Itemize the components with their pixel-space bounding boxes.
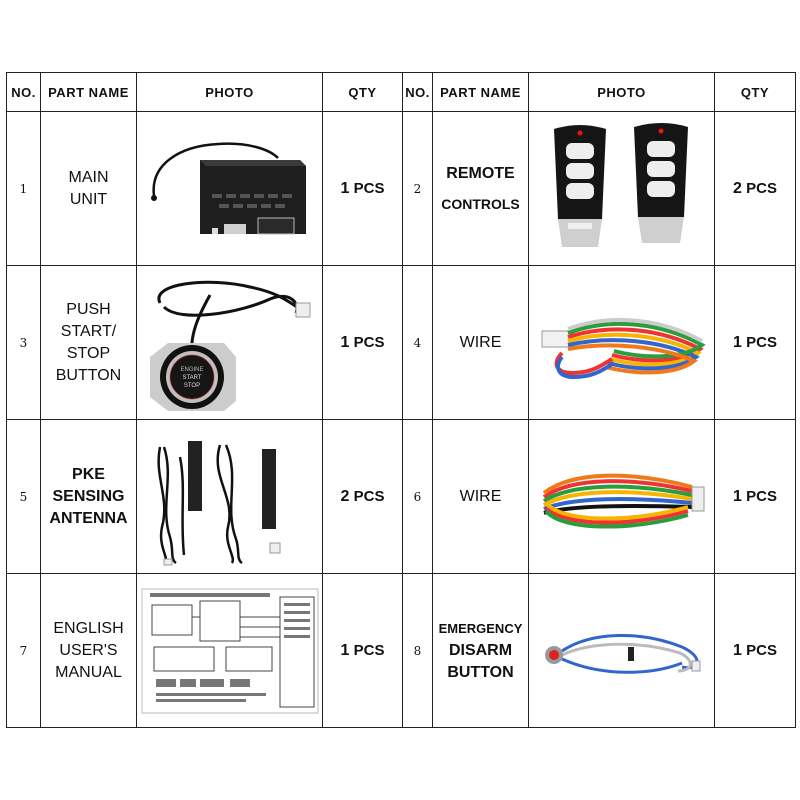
quantity-number: 2 xyxy=(340,487,350,505)
header-part-name-2: PART NAME xyxy=(433,73,529,112)
quantity-unit: PCS xyxy=(741,487,777,505)
wire-harness-photo xyxy=(529,266,715,420)
quantity-unit: PCS xyxy=(349,333,385,351)
quantity xyxy=(715,266,796,420)
antenna-photo xyxy=(137,420,323,574)
part-name xyxy=(41,112,137,266)
item-number: 7 xyxy=(7,574,41,728)
item-number: 6 xyxy=(403,420,433,574)
part-name-line: MAIN xyxy=(68,168,109,186)
parts-table xyxy=(6,72,796,728)
quantity xyxy=(323,420,403,574)
quantity-number: 1 xyxy=(733,487,742,505)
remote-controls-photo xyxy=(529,112,715,266)
remote-key-fob xyxy=(554,125,606,247)
item-number: 1 xyxy=(7,112,41,266)
manual-photo xyxy=(137,574,323,728)
quantity-unit: PCS xyxy=(741,333,777,351)
table-row xyxy=(7,112,796,266)
quantity-number: 1 xyxy=(340,179,350,197)
item-number: 5 xyxy=(7,420,41,574)
quantity xyxy=(715,574,796,728)
part-name-line: BUTTON xyxy=(55,366,122,384)
wire-harness-2-photo xyxy=(529,420,715,574)
part-name-line: DISARM xyxy=(448,641,513,659)
quantity-number: 2 xyxy=(733,179,742,197)
part-name-line: BUTTON xyxy=(447,663,514,681)
table-row xyxy=(7,420,796,574)
table-row xyxy=(7,266,796,420)
quantity-unit: PCS xyxy=(349,641,385,659)
part-name-line: START/ xyxy=(60,322,117,340)
button-text-line: ENGINE xyxy=(179,366,204,373)
part-name-line: ENGLISH xyxy=(53,619,124,637)
quantity-number: 1 xyxy=(340,641,350,659)
quantity-unit: PCS xyxy=(349,179,385,197)
quantity xyxy=(323,112,403,266)
item-number: 2 xyxy=(403,112,433,266)
part-name xyxy=(433,420,529,574)
part-name-line: STOP xyxy=(66,344,111,362)
part-name-line: EMERGENCY xyxy=(438,620,523,636)
header-no: NO. xyxy=(7,73,41,112)
quantity-unit: PCS xyxy=(349,487,385,505)
part-name xyxy=(41,574,137,728)
quantity-number: 1 xyxy=(733,333,742,351)
part-name-line: WIRE xyxy=(459,333,502,351)
part-name-line: USER'S xyxy=(59,641,118,659)
part-name-line: UNIT xyxy=(69,190,108,208)
part-name xyxy=(41,266,137,420)
header-qty-2: QTY xyxy=(715,73,796,112)
quantity xyxy=(323,266,403,420)
disarm-button-photo xyxy=(529,574,715,728)
header-part-name: PART NAME xyxy=(41,73,137,112)
part-name-line: ANTENNA xyxy=(49,509,128,527)
remote-key-fob-2 xyxy=(634,123,688,243)
part-name xyxy=(433,266,529,420)
header-photo: PHOTO xyxy=(137,73,323,112)
main-unit-photo xyxy=(137,112,323,266)
header-photo-2: PHOTO xyxy=(529,73,715,112)
quantity-number: 1 xyxy=(340,333,350,351)
part-name-line: PUSH xyxy=(66,300,111,318)
item-number: 4 xyxy=(403,266,433,420)
quantity-number: 1 xyxy=(733,641,742,659)
push-start-button-photo xyxy=(137,266,323,420)
header-row xyxy=(7,73,796,112)
quantity-unit: PCS xyxy=(741,641,777,659)
header-no-2: NO. xyxy=(403,73,433,112)
part-name-line: MANUAL xyxy=(55,663,122,681)
quantity xyxy=(715,112,796,266)
part-name xyxy=(433,112,529,266)
item-number: 3 xyxy=(7,266,41,420)
item-number: 8 xyxy=(403,574,433,728)
quantity xyxy=(323,574,403,728)
part-name-line: SENSING xyxy=(52,487,125,505)
part-name-line: REMOTE xyxy=(446,164,515,182)
part-name xyxy=(433,574,529,728)
part-name-line: WIRE xyxy=(459,487,502,505)
part-name-line: PKE xyxy=(72,465,105,483)
part-name-line: CONTROLS xyxy=(441,195,520,212)
part-name xyxy=(41,420,137,574)
table-row xyxy=(7,574,796,728)
quantity xyxy=(715,420,796,574)
header-qty: QTY xyxy=(323,73,403,112)
quantity-unit: PCS xyxy=(741,179,777,197)
button-text-line: START xyxy=(181,374,202,381)
button-text-line: STOP xyxy=(183,382,200,389)
